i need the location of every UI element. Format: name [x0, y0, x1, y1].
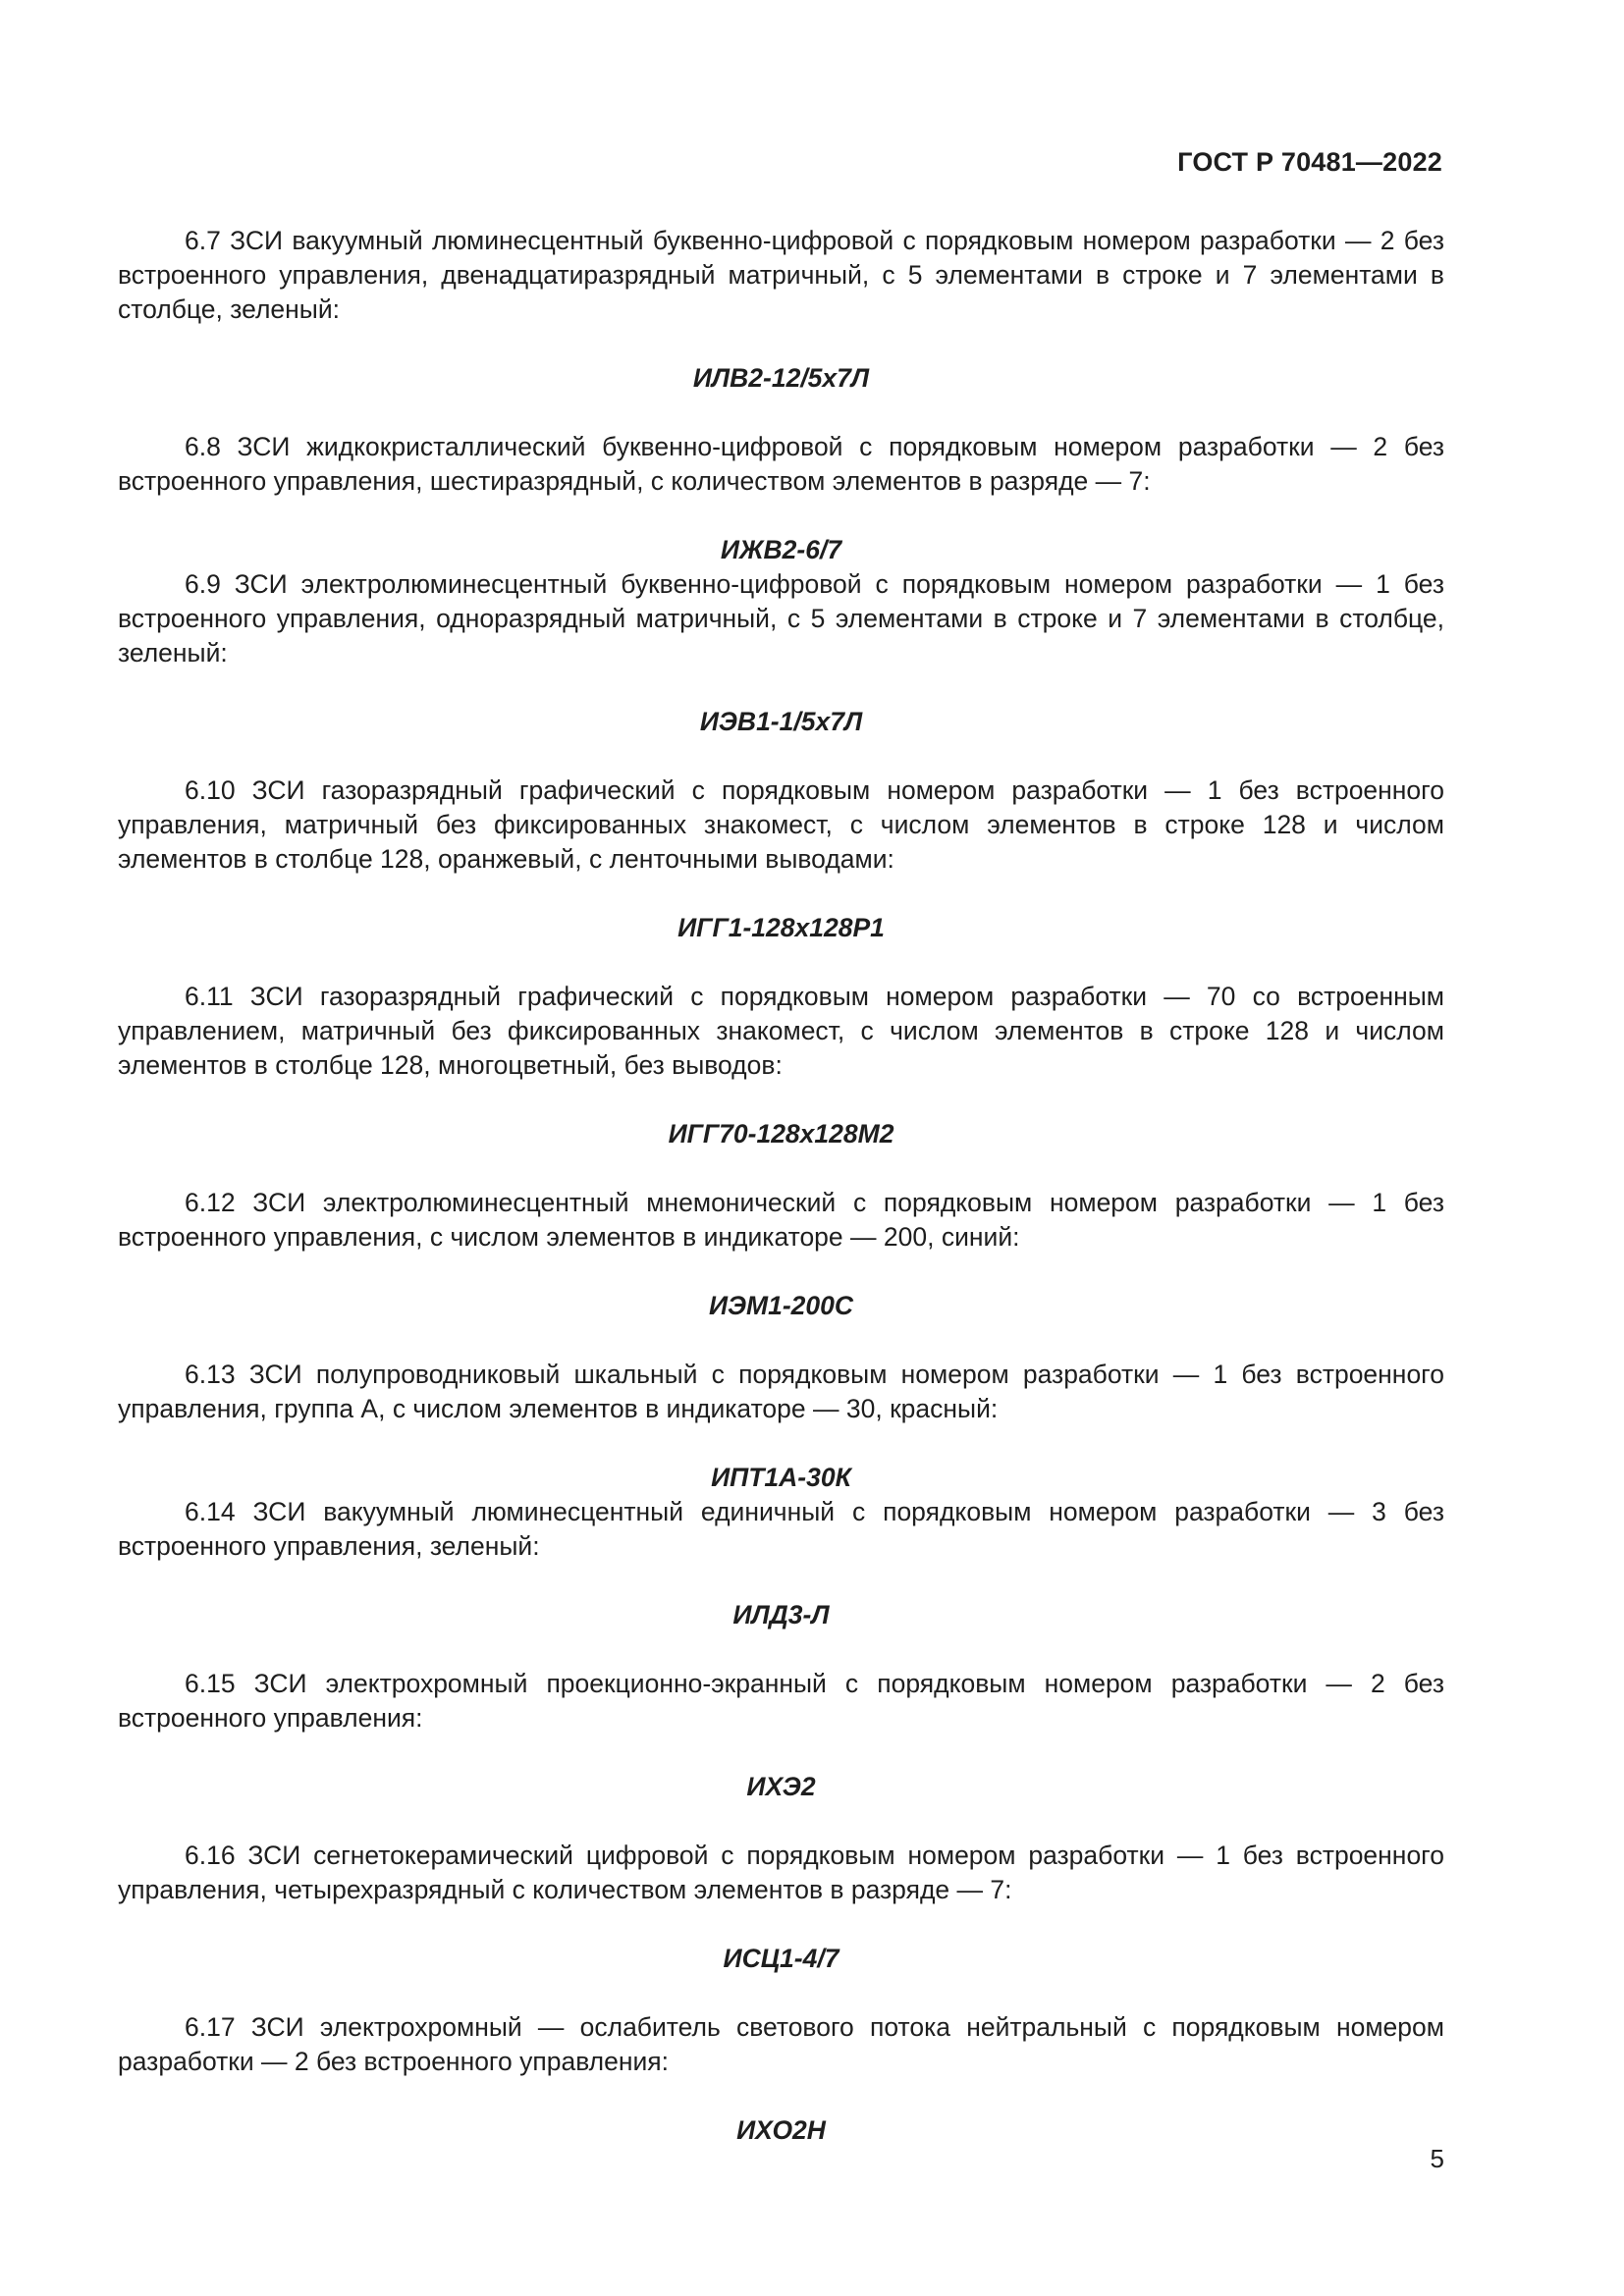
designation-6-7: ИЛВ2-12/5х7Л — [692, 363, 870, 393]
clause-6-11-text: 6.11 ЗСИ газоразрядный графический с порядковым номером разработки — 70 со встроенным управлением, матричный без фиксированных знакомест, с числом элементов в строке 128 и числом элементов в столбце 128, многоцветный, без выводов: — [118, 982, 1444, 1080]
designation-6-10: ИГГ1-128х128Р1 — [677, 913, 885, 942]
designation-6-12: ИЭМ1-200С — [708, 1291, 854, 1320]
document-code: ГОСТ Р 70481—2022 — [1177, 147, 1442, 177]
clause-6-7-text: 6.7 ЗСИ вакуумный люминесцентный буквенно-цифровой с порядковым номером разработки — 2 без встроенного управления, двенадцатиразрядный матричный, с 5 элементами в строке и 7 элементами в столбце, зеленый: — [118, 226, 1444, 324]
designation-6-13: ИПТ1А-30К — [711, 1463, 851, 1492]
designation-6-9: ИЭВ1-1/5х7Л — [699, 707, 863, 736]
designation-6-11: ИГГ70-128х128М2 — [668, 1119, 894, 1148]
clause-6-10-text: 6.10 ЗСИ газоразрядный графический с порядковым номером разработки — 1 без встроенного управления, матричный без фиксированных знакомест, с числом элементов в строке 128 и числом элементов в столбце 128, оранжевый, с ленточными выводами: — [118, 775, 1444, 874]
clause-6-14-text: 6.14 ЗСИ вакуумный люминесцентный единичный с порядковым номером разработки — 3 без встроенного управления, зеленый: — [118, 1497, 1444, 1561]
clause-6-16-text: 6.16 ЗСИ сегнетокерамический цифровой с порядковым номером разработки — 1 без встроенного управления, четырехразрядный с количеством элементов в разряде — 7: — [118, 1841, 1444, 1904]
designation-6-15: ИХЭ2 — [746, 1772, 816, 1801]
clause-6-15-text: 6.15 ЗСИ электрохромный проекционно-экранный с порядковым номером разработки — 2 без встроенного управления: — [118, 1669, 1444, 1733]
clause-6-17-text: 6.17 ЗСИ электрохромный — ослабитель светового потока нейтральный с порядковым номером разработки — 2 без встроенного управления: — [118, 2012, 1444, 2076]
clause-6-8-text: 6.8 ЗСИ жидкокристаллический буквенно-цифровой с порядковым номером разработки — 2 без встроенного управления, шестиразрядный, с количеством элементов в разряде — 7: — [118, 432, 1444, 496]
page-number: 5 — [1430, 2144, 1444, 2173]
designation-6-8: ИЖВ2-6/7 — [720, 535, 842, 564]
designation-6-14: ИЛД3-Л — [732, 1600, 830, 1629]
document-body — [118, 224, 1444, 2148]
clause-6-12-text: 6.12 ЗСИ электролюминесцентный мнемонический с порядковым номером разработки — 1 без встроенного управления, с числом элементов в индикаторе — 200, синий: — [118, 1188, 1444, 1252]
clause-6-9-text: 6.9 ЗСИ электролюминесцентный буквенно-цифровой с порядковым номером разработки — 1 без встроенного управления, одноразрядный матричный, с 5 элементами в строке и 7 элементами в столбце, зеленый: — [118, 569, 1444, 667]
designation-6-16: ИСЦ1-4/7 — [723, 1944, 839, 1973]
clause-6-13-text: 6.13 ЗСИ полупроводниковый шкальный с порядковым номером разработки — 1 без встроенного управления, группа А, с числом элементов в индикаторе — 30, красный: — [118, 1360, 1444, 1423]
designation-6-17: ИХО2Н — [736, 2115, 826, 2145]
